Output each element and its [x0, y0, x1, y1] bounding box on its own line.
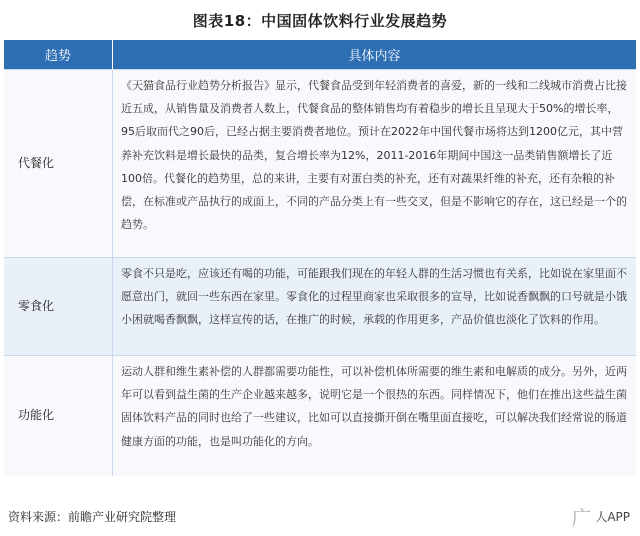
watermark: [571, 502, 630, 531]
watermark-text: 人APP: [595, 510, 630, 524]
table-row: [4, 258, 636, 356]
trend-table: [4, 40, 636, 476]
content-cell: 运动人群和维生素补偿的人群都需要功能性，可以补偿机体所需要的维生素和电解质的成分。另外，近两年可以看到益生菌的生产企业越来越多，说明它是一个很热的东西。同样情况下，他们在推出这些益生菌固体饮料产品的同时也给了一些建议，比如可以直接撕开倒在嘴里面直接吃，可以解决我们经常说的肠道健康方面的功能，也是叫功能化的方向。: [113, 356, 637, 477]
table-header-row: [4, 40, 636, 70]
table-row: [4, 70, 636, 258]
source-note: 资料来源：前瞻产业研究院整理: [8, 510, 177, 524]
trend-cell: 零食化: [4, 258, 113, 356]
header-content: 具体内容: [113, 40, 637, 70]
figure-title: 图表18：中国固体饮料行业发展趋势: [192, 12, 448, 30]
trend-cell: 功能化: [4, 356, 113, 477]
watermark-logo-icon: 广: [571, 506, 592, 530]
content-cell: 《天猫食品行业趋势分析报告》显示，代餐食品受到年轻消费者的喜爱，新的一线和二线城市消费占比接近五成，从销售量及消费者人数上，代餐食品的整体销售均有着稳步的增长且呈现大于50%的增长率，95后取而代之90后，已经占据主要消费者地位。预计在2022年中国代餐市场将达到1200亿元，其中营养补充饮料是增长最快的品类，复合增长率为12%，2011-2016年期间中国这一品类销售额增长了近100倍。代餐化的趋势里，总的来讲，主要有对蛋白类的补充，还有对蔬果纤维的补充，还有杂粮的补偿，在标准或产品执行的成面上，不同的产品分类上有一些交叉，但是不影响它的存在，这已经是一个的趋势。: [113, 70, 637, 258]
table-row: [4, 356, 636, 477]
header-trend: 趋势: [4, 40, 113, 70]
trend-cell: 代餐化: [4, 70, 113, 258]
content-cell: 零食不只是吃，应该还有喝的功能，可能跟我们现在的年轻人群的生活习惯也有关系，比如说在家里面不愿意出门，就回一些东西在家里。零食化的过程里商家也采取很多的宣导，比如说香飘飘的口号就是小饿小困就喝香飘飘，这样宣传的话，在推广的时候，承载的作用更多，产品价值也淡化了饮料的作用。: [113, 258, 637, 356]
